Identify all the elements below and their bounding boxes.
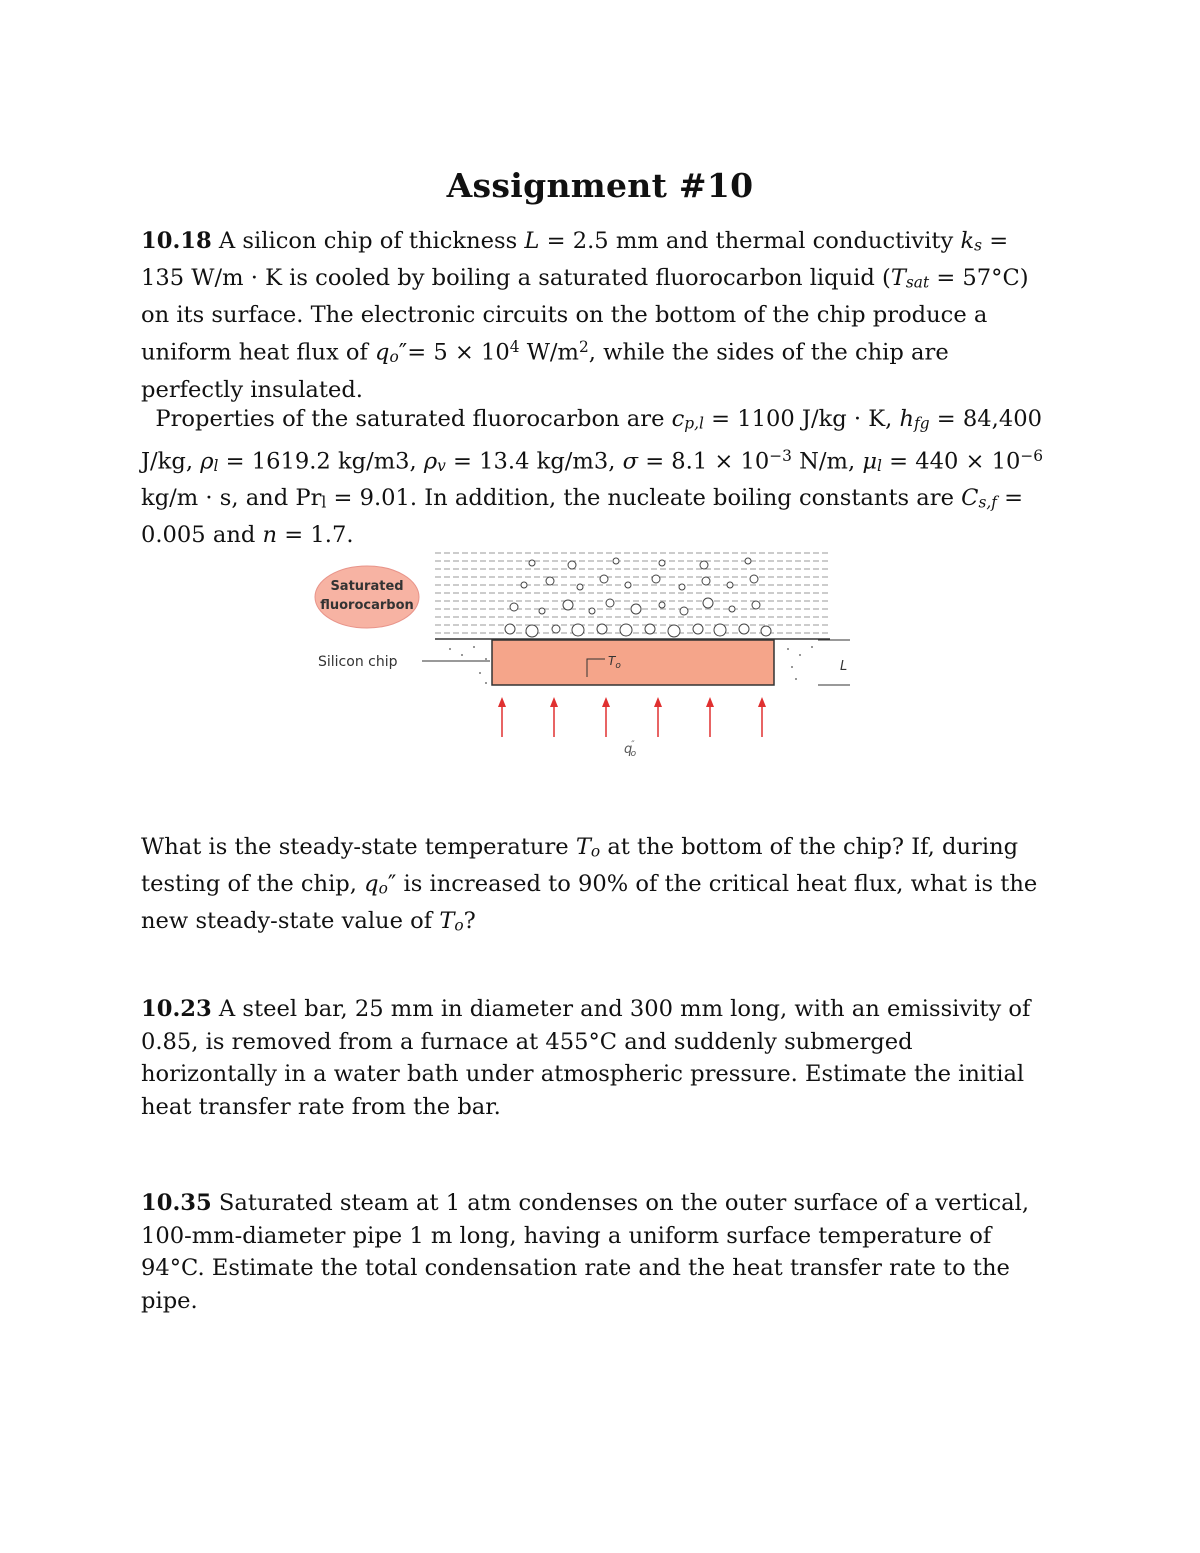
problem-number: 10.23 (141, 996, 212, 1022)
silicon-chip-label: Silicon chip (318, 654, 398, 670)
silicon-chip-block (492, 640, 774, 685)
problem-10-23-statement: 10.23 A steel bar, 25 mm in diameter and 300 mm long, with an emissivity of 0.85, is removed from a furnace at 455°C and suddenly submerged horizontally in a water bath under atmospheric pressure. Estimate the initial heat transfer rate from the bar. (141, 996, 1031, 1120)
problem-number: 10.18 (141, 228, 212, 254)
problem-10-18-statement: 10.18 A silicon chip of thickness L = 2.5 mm and thermal conductivity ks = 135 W/m · K is cooled by boiling a saturated fluorocarbon liquid (Tsat = 57°C) on its surface. The electronic circuits on the bottom of the chip produce a uniform heat flux of $qo''= 5 \times 10^4$ $W/m^2$, while the sides of the chip are perfectly insulated. (141, 228, 1029, 403)
heat-flux-label: q″ o (624, 740, 637, 759)
problem-10-35-statement: 10.35 Saturated steam at 1 atm condenses on the outer surface of a vertical, 100-mm-diameter pipe 1 m long, having a uniform surface temperature of 94°C. Estimate the total condensation rate and the heat transfer rate to the pipe. (141, 1190, 1030, 1314)
boiling-chip-figure (310, 545, 850, 770)
fluid-label-blob (315, 566, 419, 628)
page-title: Assignment #10 (446, 166, 754, 205)
figure-svg (310, 545, 850, 770)
L-label: L (840, 659, 848, 674)
problem-number: 10.35 (141, 1190, 212, 1216)
saturated-label: Saturated (330, 579, 404, 594)
To-label: $T_o$ (608, 654, 621, 671)
question-paragraph: What is the steady-state temperature To at the bottom of the chip? If, during testing of the chip, qo″ is increased to 90% of the critical heat flux, what is the new steady-state value of To? (141, 834, 1038, 934)
heat-flux-arrows (498, 697, 766, 737)
properties-paragraph: Properties of the saturated fluorocarbon are cp,l = 1100 J/kg · K, hfg = 84,400 J/kg, ρl = 1619.2 kg/m3, ρv = 13.4 kg/m3, $\sigma = 8.1 \times 10^{-3}$ N/m, $\mu l = 440 \times 10^{-6}$ kg/m · s, and Prl = 9.01. In addition, the nucleate boiling constants are Cs,f = 0.005 and n = 1.7. (141, 406, 1044, 549)
liquid-region (435, 553, 830, 633)
fluorocarbon-label: fluorocarbon (320, 598, 414, 613)
